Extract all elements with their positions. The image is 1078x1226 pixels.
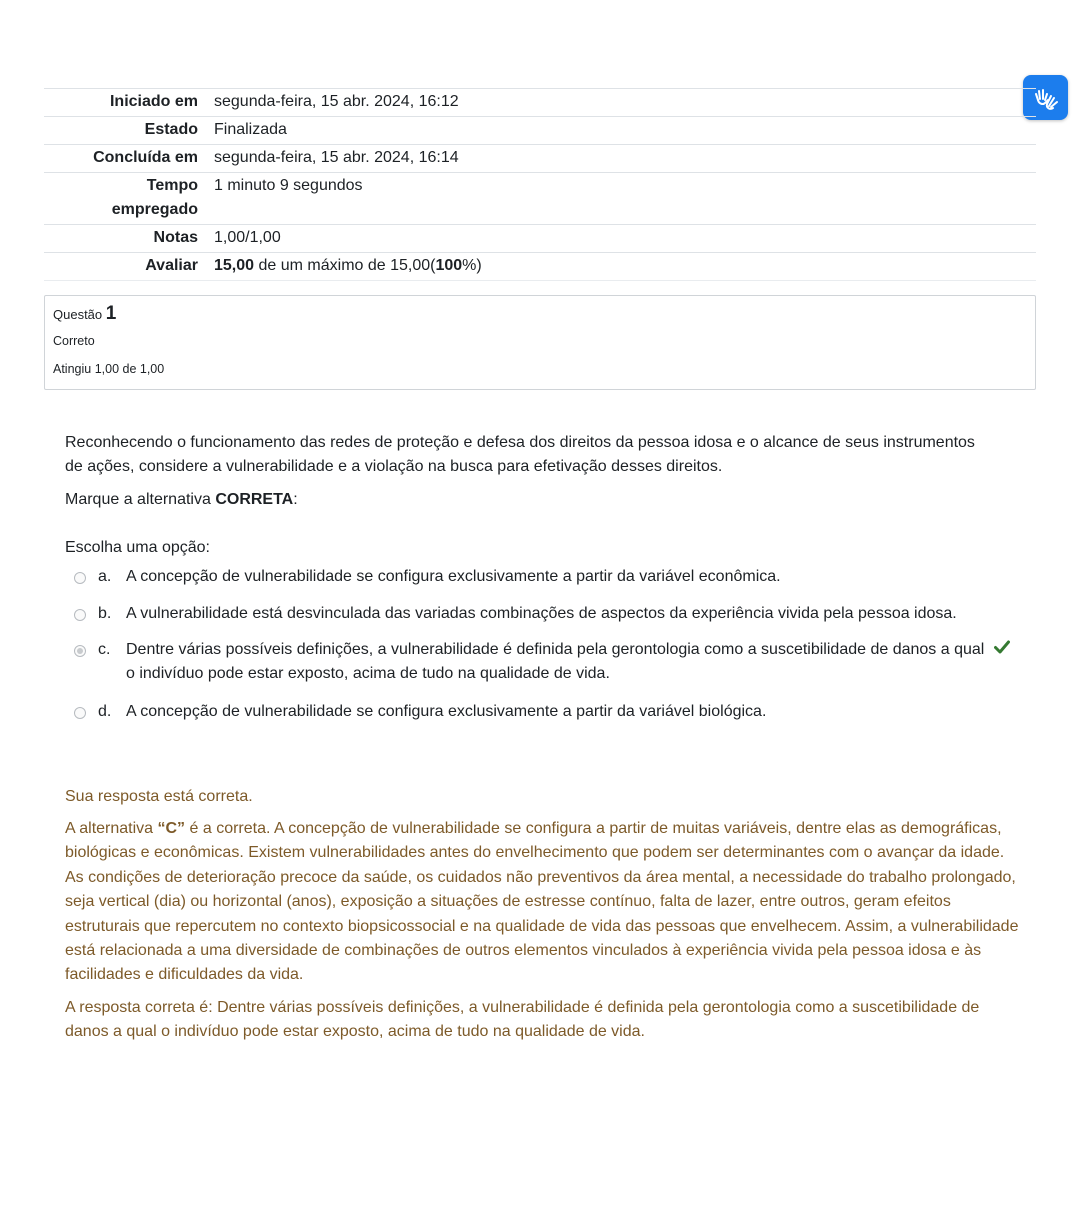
answer-prompt: Escolha uma opção: bbox=[65, 539, 210, 556]
question-state: Correto bbox=[53, 334, 95, 348]
explanation-bold: “C” bbox=[157, 820, 186, 837]
summary-value: Finalizada bbox=[214, 121, 287, 138]
option-d[interactable] bbox=[74, 700, 1014, 724]
option-text: A concepção de vulnerabilidade se configura exclusivamente a partir da variável econômica. bbox=[126, 568, 781, 585]
summary-row-started bbox=[44, 88, 1036, 116]
summary-label: Iniciado em bbox=[109, 93, 198, 110]
instruction-suffix: : bbox=[293, 491, 298, 508]
question-prefix: Questão bbox=[53, 307, 103, 322]
question-number bbox=[53, 304, 116, 325]
option-d-radio[interactable] bbox=[74, 707, 86, 719]
instruction-text: Marque a alternativa bbox=[65, 491, 216, 508]
grade-max: de um máximo de 15,00( bbox=[254, 257, 436, 274]
summary-label: Concluída em bbox=[93, 149, 198, 166]
explanation-prefix: A alternativa bbox=[65, 820, 158, 837]
feedback-status: Sua resposta está correta. bbox=[65, 788, 253, 805]
instruction-bold: CORRETA bbox=[215, 491, 294, 508]
question-text: Reconhecendo o funcionamento das redes de proteção e defesa dos direitos da pessoa idosa e o alcance de seus instrumentos de ações, considere a vulnerabilidade e a violação na busca para efetivação desses direitos. bbox=[65, 434, 975, 475]
option-a[interactable] bbox=[74, 565, 1014, 589]
option-text: A vulnerabilidade está desvinculada das variadas combinações de aspectos da experiência vivida pela pessoa idosa. bbox=[126, 605, 957, 622]
summary-row-marks bbox=[44, 224, 1036, 252]
summary-label bbox=[44, 173, 214, 224]
question-instruction bbox=[65, 488, 995, 512]
grade-score: 15,00 bbox=[214, 257, 255, 274]
option-a-radio[interactable] bbox=[74, 572, 86, 584]
summary-row-state bbox=[44, 116, 1036, 144]
option-text: A concepção de vulnerabilidade se configura exclusivamente a partir da variável biológica. bbox=[126, 703, 767, 720]
option-letter: b. bbox=[98, 605, 112, 622]
option-b[interactable] bbox=[74, 602, 1014, 626]
question-number-value: 1 bbox=[105, 303, 117, 324]
correct-check-icon bbox=[994, 640, 1014, 686]
option-letter: c. bbox=[98, 641, 111, 658]
summary-value bbox=[214, 253, 1036, 280]
explanation-rest: é a correta. A concepção de vulnerabilidade se configura a partir de muitas variáveis, dentre elas as demográficas, biológicas e econômicas. Existem vulnerabilidades antes do envelhecimento que podem ser determinantes com o avançar da idade. As condições de deterioração precoce da saúde, os cuidados não preventivos da área mental, a necessidade do trabalho prolongado, seja vertical (dia) ou horizontal (anos), exposição a situações de estresse contínuo, falta de lazer, entre outros, geram efeitos estruturais que repercutem no contexto biopsicossocial e na qualidade de vida das pessoas que envelhecem. Assim, a vulnerabilidade está relacionada a uma diversidade de combinações de outros elementos vinculados à experiência vivida pela pessoa idosa e às facilidades e dificuldades da vida. bbox=[65, 820, 1019, 984]
feedback-explanation bbox=[65, 817, 1020, 988]
option-c[interactable] bbox=[74, 638, 1014, 686]
option-b-radio[interactable] bbox=[74, 609, 86, 621]
option-letter: a. bbox=[98, 568, 112, 585]
summary-label: Avaliar bbox=[145, 257, 198, 274]
question-grade: Atingiu 1,00 de 1,00 bbox=[53, 362, 165, 376]
option-c-radio[interactable] bbox=[74, 645, 86, 657]
summary-label-line2: empregado bbox=[111, 201, 198, 218]
summary-label: Notas bbox=[153, 229, 198, 246]
grade-percent: 100 bbox=[435, 257, 463, 274]
grade-percent-suffix: %) bbox=[462, 257, 482, 274]
attempt-summary-table bbox=[44, 88, 1036, 281]
feedback-right-answer: A resposta correta é: Dentre várias possíveis definições, a vulnerabilidade é definida pela gerontologia como a suscetibilidade de danos a qual o indivíduo pode estar exposto, acima de tudo na qualidade de vida. bbox=[65, 999, 980, 1041]
summary-row-completed bbox=[44, 144, 1036, 172]
summary-row-time-taken bbox=[44, 172, 1036, 224]
summary-value: segunda-feira, 15 abr. 2024, 16:14 bbox=[214, 149, 459, 166]
question-info-box bbox=[44, 295, 1036, 390]
summary-label: Estado bbox=[144, 121, 198, 138]
summary-value: segunda-feira, 15 abr. 2024, 16:12 bbox=[214, 93, 459, 110]
summary-value: 1,00/1,00 bbox=[214, 229, 281, 246]
option-text: Dentre várias possíveis definições, a vulnerabilidade é definida pela gerontologia como a suscetibilidade de danos a qual o indivíduo pode estar exposto, acima de tudo na qualidade de vida. bbox=[126, 641, 985, 682]
summary-value: 1 minuto 9 segundos bbox=[214, 177, 363, 194]
summary-label-line1: Tempo bbox=[146, 177, 198, 194]
option-letter: d. bbox=[98, 703, 112, 720]
summary-row-grade bbox=[44, 252, 1036, 281]
